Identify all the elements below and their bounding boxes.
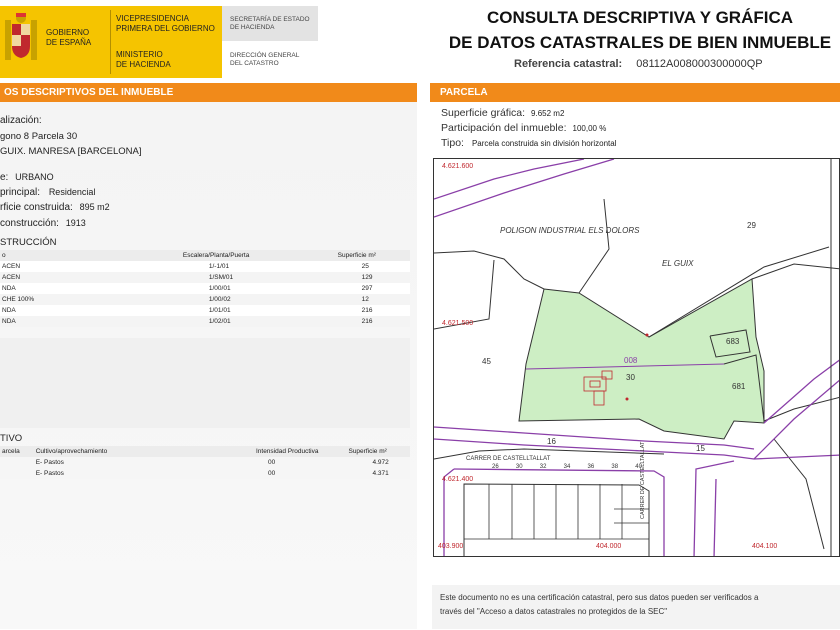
cell-uso: NDA	[2, 285, 16, 292]
disclaimer-note	[432, 585, 840, 629]
cell-cultivo: E- Pastos	[35, 470, 64, 477]
label-16: 16	[547, 437, 556, 446]
anio-label: construcción:	[0, 218, 59, 229]
marker-dot	[626, 398, 629, 401]
col-cultivo: Cultivo/aprovechamiento	[35, 448, 108, 455]
parcel-30-shape	[519, 279, 764, 439]
participacion-row	[441, 122, 606, 134]
road-line	[764, 359, 840, 423]
col-superficie: Superficie m²	[337, 252, 376, 259]
house-number: 36	[587, 464, 595, 470]
cell-superficie: 4.972	[372, 459, 389, 466]
coord-top: 4.621.600	[442, 163, 474, 170]
datos-descriptivos-bar: OS DESCRIPTIVOS DEL INMUEBLE	[0, 83, 417, 102]
street-outline	[714, 479, 716, 557]
sup-grafica-row	[441, 107, 564, 119]
house-number: 30	[515, 464, 523, 470]
house-number: 38	[611, 464, 619, 470]
label-683: 683	[726, 337, 740, 346]
cell-escalera: 1/02/01	[208, 318, 231, 325]
cell-uso: NDA	[2, 318, 16, 325]
table-header-row	[0, 250, 410, 261]
house-numbers	[492, 464, 642, 470]
cultivo-title: TIVO	[0, 433, 23, 444]
label-guix: EL GUIX	[662, 259, 694, 268]
label-vertical-street: CARRER DE CASTELLTALLAT	[640, 441, 646, 519]
uso-row	[0, 187, 95, 198]
direccion-text: DIRECCIÓN GENERAL DEL CATASTRO	[230, 52, 300, 67]
note-line-2: través del "Acceso a datos catastrales no protegidos de la SEC"	[440, 607, 668, 616]
table-row	[0, 457, 410, 468]
parcela-bar: PARCELA	[430, 83, 840, 102]
uso-value: Residencial	[48, 187, 96, 197]
cell-uso: CHE 100%	[2, 296, 35, 303]
boundary-line	[434, 251, 544, 289]
sup-grafica-value: 9.652 m2	[531, 109, 565, 118]
cell-superficie: 216	[361, 318, 373, 325]
clase-row	[0, 172, 54, 183]
cell-uso: ACEN	[2, 274, 21, 281]
cell-superficie: 25	[361, 263, 369, 270]
house-number: 40	[635, 464, 642, 470]
table-row	[0, 294, 410, 305]
house-number: 26	[492, 464, 499, 470]
sup-grafica-label: Superficie gráfica:	[441, 107, 526, 119]
boundary-line	[434, 260, 494, 329]
cell-escalera: 1/SM/01	[208, 274, 234, 281]
cultivo-table	[0, 446, 410, 479]
col-subparcela: arcela	[2, 448, 20, 455]
title-line-1: CONSULTA DESCRIPTIVA Y GRÁFICA	[486, 8, 794, 27]
label-681: 681	[732, 382, 746, 391]
house-number: 32	[539, 464, 547, 470]
secretaria-text: SECRETARÍA DE ESTADO DE HACIENDA	[230, 16, 310, 31]
cell-uso: ACEN	[2, 263, 21, 270]
label-poligono: POLIGON INDUSTRIAL ELS DOLORS	[500, 226, 640, 235]
cell-superficie: 216	[361, 307, 373, 314]
table-row	[0, 283, 410, 294]
tipo-value: Parcela construida sin división horizontal	[471, 139, 617, 148]
title-line-2: DE DATOS CATASTRALES DE BIEN INMUEBLE	[448, 33, 832, 52]
cell-superficie: 129	[361, 274, 373, 281]
coord-bottom-left: 403.900	[438, 543, 464, 550]
note-line-1: Este documento no es una certificación catastral, pero sus datos pueden ser verificados a	[440, 593, 759, 602]
cell-escalera: 1/00/02	[208, 296, 231, 303]
localizacion-line2: GUIX. MANRESA [BARCELONA]	[0, 146, 142, 157]
ref-label: Referencia catastral:	[514, 58, 623, 70]
cell-uso: NDA	[2, 307, 16, 314]
cell-escalera: 1/-1/01	[208, 263, 230, 270]
participacion-label: Participación del inmueble:	[441, 122, 567, 134]
label-45: 45	[482, 357, 491, 366]
col-uso: o	[2, 252, 6, 259]
anio-value: 1913	[65, 218, 86, 228]
header-divider	[110, 10, 111, 74]
coat-of-arms-icon	[2, 10, 40, 70]
vicepresidencia-text: VICEPRESIDENCIA PRIMERA DEL GOBIERNO	[116, 14, 215, 33]
cell-cultivo: E- Pastos	[35, 459, 64, 466]
tipo-row	[441, 137, 617, 149]
uso-label: principal:	[0, 187, 41, 198]
label-30: 30	[626, 373, 635, 382]
coord-bottom-mid: 404.000	[596, 543, 622, 550]
cell-superficie: 297	[361, 285, 373, 292]
localizacion-label: alización:	[0, 115, 42, 126]
superficie-label: rficie construida:	[0, 202, 73, 213]
road-line	[754, 379, 840, 459]
ref-value: 08112A008000300000QP	[636, 58, 763, 70]
clase-value: URBANO	[15, 172, 54, 182]
cell-subparcela	[0, 457, 34, 468]
construccion-table-filler	[0, 338, 410, 428]
referencia-catastral	[514, 58, 763, 70]
construccion-title: STRUCCIÓN	[0, 237, 57, 248]
table-row	[0, 272, 410, 283]
cell-escalera: 1/01/01	[208, 307, 231, 314]
boundary-line	[764, 397, 840, 421]
house-number: 34	[563, 464, 571, 470]
cell-superficie: 12	[361, 296, 369, 303]
col-superficie-cultivo: Superficie m²	[348, 448, 387, 455]
table-row	[0, 261, 410, 272]
label-29: 29	[747, 221, 756, 230]
coord-low: 4.621.400	[442, 476, 474, 483]
label-carrer: CARRER DE CASTELLTALLAT	[466, 456, 551, 462]
cell-superficie: 4.371	[372, 470, 389, 477]
col-intensidad: Intensidad Productiva	[255, 448, 319, 455]
marker-dot	[646, 334, 649, 337]
boundary-line	[579, 199, 609, 293]
participacion-value: 100,00 %	[572, 124, 607, 133]
table-header-row	[0, 446, 410, 457]
cell-escalera: 1/00/01	[208, 285, 231, 292]
gobierno-text: GOBIERNO DE ESPAÑA	[46, 28, 92, 47]
page-title	[440, 5, 840, 55]
construccion-table	[0, 250, 410, 327]
superficie-row	[0, 202, 110, 213]
cell-intensidad: 00	[267, 459, 276, 466]
table-row	[0, 316, 410, 327]
cell-intensidad: 00	[267, 470, 276, 477]
ministerio-text: MINISTERIO DE HACIENDA	[116, 50, 171, 69]
localizacion-line1: gono 8 Parcela 30	[0, 131, 78, 142]
label-15: 15	[696, 444, 705, 453]
coord-mid: 4.621.500	[442, 320, 474, 327]
anio-row	[0, 218, 86, 229]
tipo-label: Tipo:	[441, 137, 464, 149]
cadastral-map[interactable]	[433, 158, 840, 557]
clase-label: e:	[0, 172, 9, 183]
table-row	[0, 468, 410, 479]
cell-subparcela	[0, 468, 34, 479]
table-row	[0, 305, 410, 316]
col-escalera: Escalera/Planta/Puerta	[182, 252, 250, 259]
label-008: 008	[624, 356, 638, 365]
coord-bottom-right: 404.100	[752, 543, 778, 550]
superficie-value: 895 m2	[79, 202, 110, 212]
street-outline	[454, 469, 664, 557]
